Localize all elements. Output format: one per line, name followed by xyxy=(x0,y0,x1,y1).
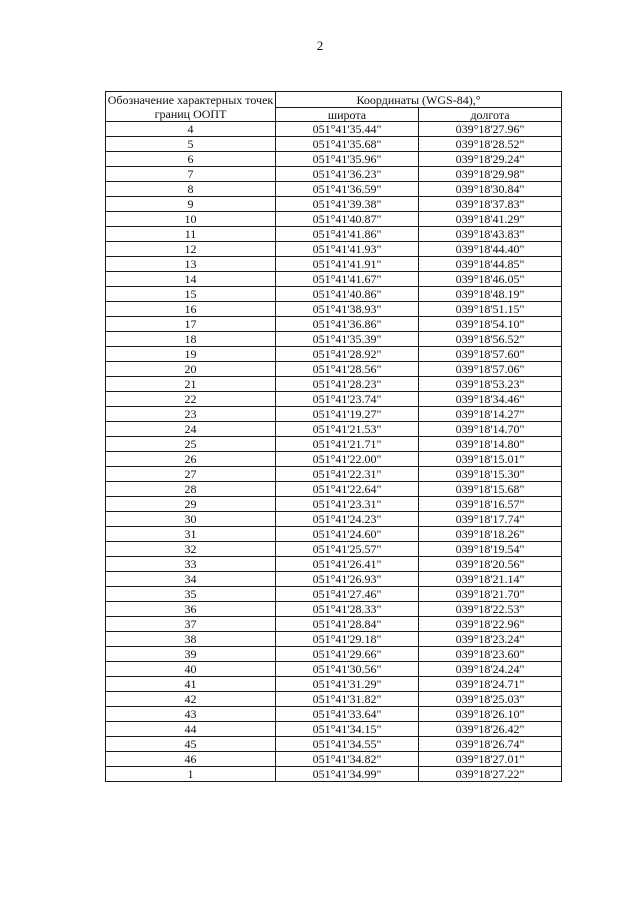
point-cell: 21 xyxy=(106,377,276,392)
longitude-cell: 039°18'54.10" xyxy=(419,317,562,332)
point-cell: 45 xyxy=(106,737,276,752)
longitude-cell: 039°18'23.60" xyxy=(419,647,562,662)
point-cell: 18 xyxy=(106,332,276,347)
table-row xyxy=(106,302,562,317)
table-row xyxy=(106,497,562,512)
longitude-cell: 039°18'25.03" xyxy=(419,692,562,707)
table-row xyxy=(106,437,562,452)
longitude-cell: 039°18'41.29" xyxy=(419,212,562,227)
latitude-cell: 051°41'23.31" xyxy=(276,497,419,512)
point-cell: 32 xyxy=(106,542,276,557)
point-cell: 10 xyxy=(106,212,276,227)
table-row xyxy=(106,122,562,137)
longitude-cell: 039°18'23.24" xyxy=(419,632,562,647)
table-body xyxy=(106,122,562,782)
latitude-cell: 051°41'35.96" xyxy=(276,152,419,167)
latitude-cell: 051°41'26.41" xyxy=(276,557,419,572)
longitude-cell: 039°18'18.26" xyxy=(419,527,562,542)
point-cell: 7 xyxy=(106,167,276,182)
table-row xyxy=(106,377,562,392)
longitude-cell: 039°18'44.85" xyxy=(419,257,562,272)
longitude-cell: 039°18'21.70" xyxy=(419,587,562,602)
table-row xyxy=(106,152,562,167)
point-cell: 33 xyxy=(106,557,276,572)
point-cell: 16 xyxy=(106,302,276,317)
longitude-cell: 039°18'15.68" xyxy=(419,482,562,497)
table-row xyxy=(106,467,562,482)
latitude-cell: 051°41'40.86" xyxy=(276,287,419,302)
latitude-cell: 051°41'35.68" xyxy=(276,137,419,152)
point-cell: 11 xyxy=(106,227,276,242)
longitude-cell: 039°18'20.56" xyxy=(419,557,562,572)
longitude-cell: 039°18'19.54" xyxy=(419,542,562,557)
table-row xyxy=(106,272,562,287)
longitude-cell: 039°18'14.70" xyxy=(419,422,562,437)
table-row xyxy=(106,287,562,302)
latitude-cell: 051°41'33.64" xyxy=(276,707,419,722)
table-row xyxy=(106,242,562,257)
latitude-cell: 051°41'27.46" xyxy=(276,587,419,602)
longitude-cell: 039°18'22.96" xyxy=(419,617,562,632)
longitude-cell: 039°18'43.83" xyxy=(419,227,562,242)
latitude-cell: 051°41'24.23" xyxy=(276,512,419,527)
point-cell: 42 xyxy=(106,692,276,707)
point-cell: 24 xyxy=(106,422,276,437)
table-row xyxy=(106,347,562,362)
latitude-cell: 051°41'28.92" xyxy=(276,347,419,362)
point-cell: 36 xyxy=(106,602,276,617)
point-cell: 37 xyxy=(106,617,276,632)
point-cell: 29 xyxy=(106,497,276,512)
point-cell: 23 xyxy=(106,407,276,422)
latitude-cell: 051°41'34.82" xyxy=(276,752,419,767)
table-row xyxy=(106,392,562,407)
latitude-cell: 051°41'40.87" xyxy=(276,212,419,227)
point-cell: 12 xyxy=(106,242,276,257)
longitude-cell: 039°18'22.53" xyxy=(419,602,562,617)
point-cell: 44 xyxy=(106,722,276,737)
point-cell: 46 xyxy=(106,752,276,767)
longitude-cell: 039°18'29.98" xyxy=(419,167,562,182)
longitude-cell: 039°18'14.80" xyxy=(419,437,562,452)
latitude-cell: 051°41'22.31" xyxy=(276,467,419,482)
latitude-cell: 051°41'29.18" xyxy=(276,632,419,647)
longitude-cell: 039°18'44.40" xyxy=(419,242,562,257)
table-row xyxy=(106,557,562,572)
longitude-cell: 039°18'17.74" xyxy=(419,512,562,527)
latitude-cell: 051°41'26.93" xyxy=(276,572,419,587)
point-cell: 4 xyxy=(106,122,276,137)
point-cell: 39 xyxy=(106,647,276,662)
latitude-cell: 051°41'41.91" xyxy=(276,257,419,272)
longitude-cell: 039°18'48.19" xyxy=(419,287,562,302)
latitude-cell: 051°41'25.57" xyxy=(276,542,419,557)
longitude-cell: 039°18'28.52" xyxy=(419,137,562,152)
latitude-cell: 051°41'22.00" xyxy=(276,452,419,467)
table-row xyxy=(106,362,562,377)
table-row xyxy=(106,512,562,527)
table-row xyxy=(106,722,562,737)
point-cell: 6 xyxy=(106,152,276,167)
latitude-cell: 051°41'29.66" xyxy=(276,647,419,662)
table-row xyxy=(106,707,562,722)
table-row xyxy=(106,587,562,602)
table-row xyxy=(106,692,562,707)
latitude-cell: 051°41'36.59" xyxy=(276,182,419,197)
point-cell: 9 xyxy=(106,197,276,212)
table-row xyxy=(106,527,562,542)
table-row xyxy=(106,752,562,767)
table-row xyxy=(106,647,562,662)
longitude-cell: 039°18'30.84" xyxy=(419,182,562,197)
point-cell: 13 xyxy=(106,257,276,272)
point-cell: 34 xyxy=(106,572,276,587)
longitude-cell: 039°18'26.74" xyxy=(419,737,562,752)
table-row xyxy=(106,542,562,557)
longitude-cell: 039°18'34.46" xyxy=(419,392,562,407)
latitude-cell: 051°41'31.82" xyxy=(276,692,419,707)
latitude-cell: 051°41'31.29" xyxy=(276,677,419,692)
longitude-cell: 039°18'15.30" xyxy=(419,467,562,482)
point-cell: 14 xyxy=(106,272,276,287)
table-row xyxy=(106,662,562,677)
longitude-cell: 039°18'15.01" xyxy=(419,452,562,467)
longitude-cell: 039°18'24.24" xyxy=(419,662,562,677)
table-header xyxy=(106,92,562,122)
point-cell: 41 xyxy=(106,677,276,692)
point-cell: 26 xyxy=(106,452,276,467)
longitude-cell: 039°18'16.57" xyxy=(419,497,562,512)
latitude-cell: 051°41'36.23" xyxy=(276,167,419,182)
header-row-top xyxy=(106,92,562,108)
point-cell: 38 xyxy=(106,632,276,647)
table-row xyxy=(106,212,562,227)
longitude-column-header: долгота xyxy=(419,108,562,122)
table-row xyxy=(106,602,562,617)
coordinates-column-header: Координаты (WGS-84),° xyxy=(276,92,562,108)
table-row xyxy=(106,572,562,587)
table-row xyxy=(106,632,562,647)
latitude-cell: 051°41'34.99" xyxy=(276,767,419,782)
longitude-cell: 039°18'21.14" xyxy=(419,572,562,587)
point-cell: 30 xyxy=(106,512,276,527)
table-row xyxy=(106,422,562,437)
point-cell: 15 xyxy=(106,287,276,302)
latitude-cell: 051°41'39.38" xyxy=(276,197,419,212)
longitude-cell: 039°18'57.06" xyxy=(419,362,562,377)
point-cell: 1 xyxy=(106,767,276,782)
longitude-cell: 039°18'37.83" xyxy=(419,197,562,212)
table-row xyxy=(106,332,562,347)
latitude-cell: 051°41'35.39" xyxy=(276,332,419,347)
table-row xyxy=(106,317,562,332)
page-number: 2 xyxy=(316,38,324,53)
latitude-cell: 051°41'28.23" xyxy=(276,377,419,392)
table-row xyxy=(106,257,562,272)
point-cell: 8 xyxy=(106,182,276,197)
longitude-cell: 039°18'26.42" xyxy=(419,722,562,737)
longitude-cell: 039°18'24.71" xyxy=(419,677,562,692)
longitude-cell: 039°18'26.10" xyxy=(419,707,562,722)
latitude-cell: 051°41'19.27" xyxy=(276,407,419,422)
latitude-cell: 051°41'23.74" xyxy=(276,392,419,407)
point-cell: 31 xyxy=(106,527,276,542)
latitude-cell: 051°41'22.64" xyxy=(276,482,419,497)
table-row xyxy=(106,737,562,752)
point-cell: 43 xyxy=(106,707,276,722)
table-row xyxy=(106,617,562,632)
point-cell: 17 xyxy=(106,317,276,332)
point-cell: 40 xyxy=(106,662,276,677)
longitude-cell: 039°18'29.24" xyxy=(419,152,562,167)
table-row xyxy=(106,452,562,467)
latitude-cell: 051°41'28.84" xyxy=(276,617,419,632)
point-cell: 5 xyxy=(106,137,276,152)
table-row xyxy=(106,767,562,782)
latitude-cell: 051°41'41.86" xyxy=(276,227,419,242)
latitude-cell: 051°41'28.56" xyxy=(276,362,419,377)
longitude-cell: 039°18'56.52" xyxy=(419,332,562,347)
latitude-cell: 051°41'21.53" xyxy=(276,422,419,437)
point-cell: 20 xyxy=(106,362,276,377)
longitude-cell: 039°18'57.60" xyxy=(419,347,562,362)
point-cell: 22 xyxy=(106,392,276,407)
latitude-cell: 051°41'34.15" xyxy=(276,722,419,737)
latitude-cell: 051°41'34.55" xyxy=(276,737,419,752)
latitude-cell: 051°41'30.56" xyxy=(276,662,419,677)
latitude-cell: 051°41'41.67" xyxy=(276,272,419,287)
longitude-cell: 039°18'27.01" xyxy=(419,752,562,767)
longitude-cell: 039°18'27.96" xyxy=(419,122,562,137)
longitude-cell: 039°18'53.23" xyxy=(419,377,562,392)
point-cell: 35 xyxy=(106,587,276,602)
latitude-cell: 051°41'28.33" xyxy=(276,602,419,617)
longitude-cell: 039°18'51.15" xyxy=(419,302,562,317)
point-column-header: Обозначение характерных точек границ ООПТ xyxy=(106,92,276,122)
table-row xyxy=(106,407,562,422)
point-cell: 28 xyxy=(106,482,276,497)
latitude-column-header: широта xyxy=(276,108,419,122)
longitude-cell: 039°18'14.27" xyxy=(419,407,562,422)
table-row xyxy=(106,182,562,197)
latitude-cell: 051°41'38.93" xyxy=(276,302,419,317)
coordinates-table xyxy=(105,91,562,782)
longitude-cell: 039°18'27.22" xyxy=(419,767,562,782)
table-row xyxy=(106,227,562,242)
table-row xyxy=(106,482,562,497)
longitude-cell: 039°18'46.05" xyxy=(419,272,562,287)
table-row xyxy=(106,197,562,212)
latitude-cell: 051°41'21.71" xyxy=(276,437,419,452)
latitude-cell: 051°41'35.44" xyxy=(276,122,419,137)
point-cell: 25 xyxy=(106,437,276,452)
point-cell: 27 xyxy=(106,467,276,482)
table-row xyxy=(106,137,562,152)
latitude-cell: 051°41'24.60" xyxy=(276,527,419,542)
point-cell: 19 xyxy=(106,347,276,362)
table-row xyxy=(106,677,562,692)
table-row xyxy=(106,167,562,182)
latitude-cell: 051°41'41.93" xyxy=(276,242,419,257)
latitude-cell: 051°41'36.86" xyxy=(276,317,419,332)
